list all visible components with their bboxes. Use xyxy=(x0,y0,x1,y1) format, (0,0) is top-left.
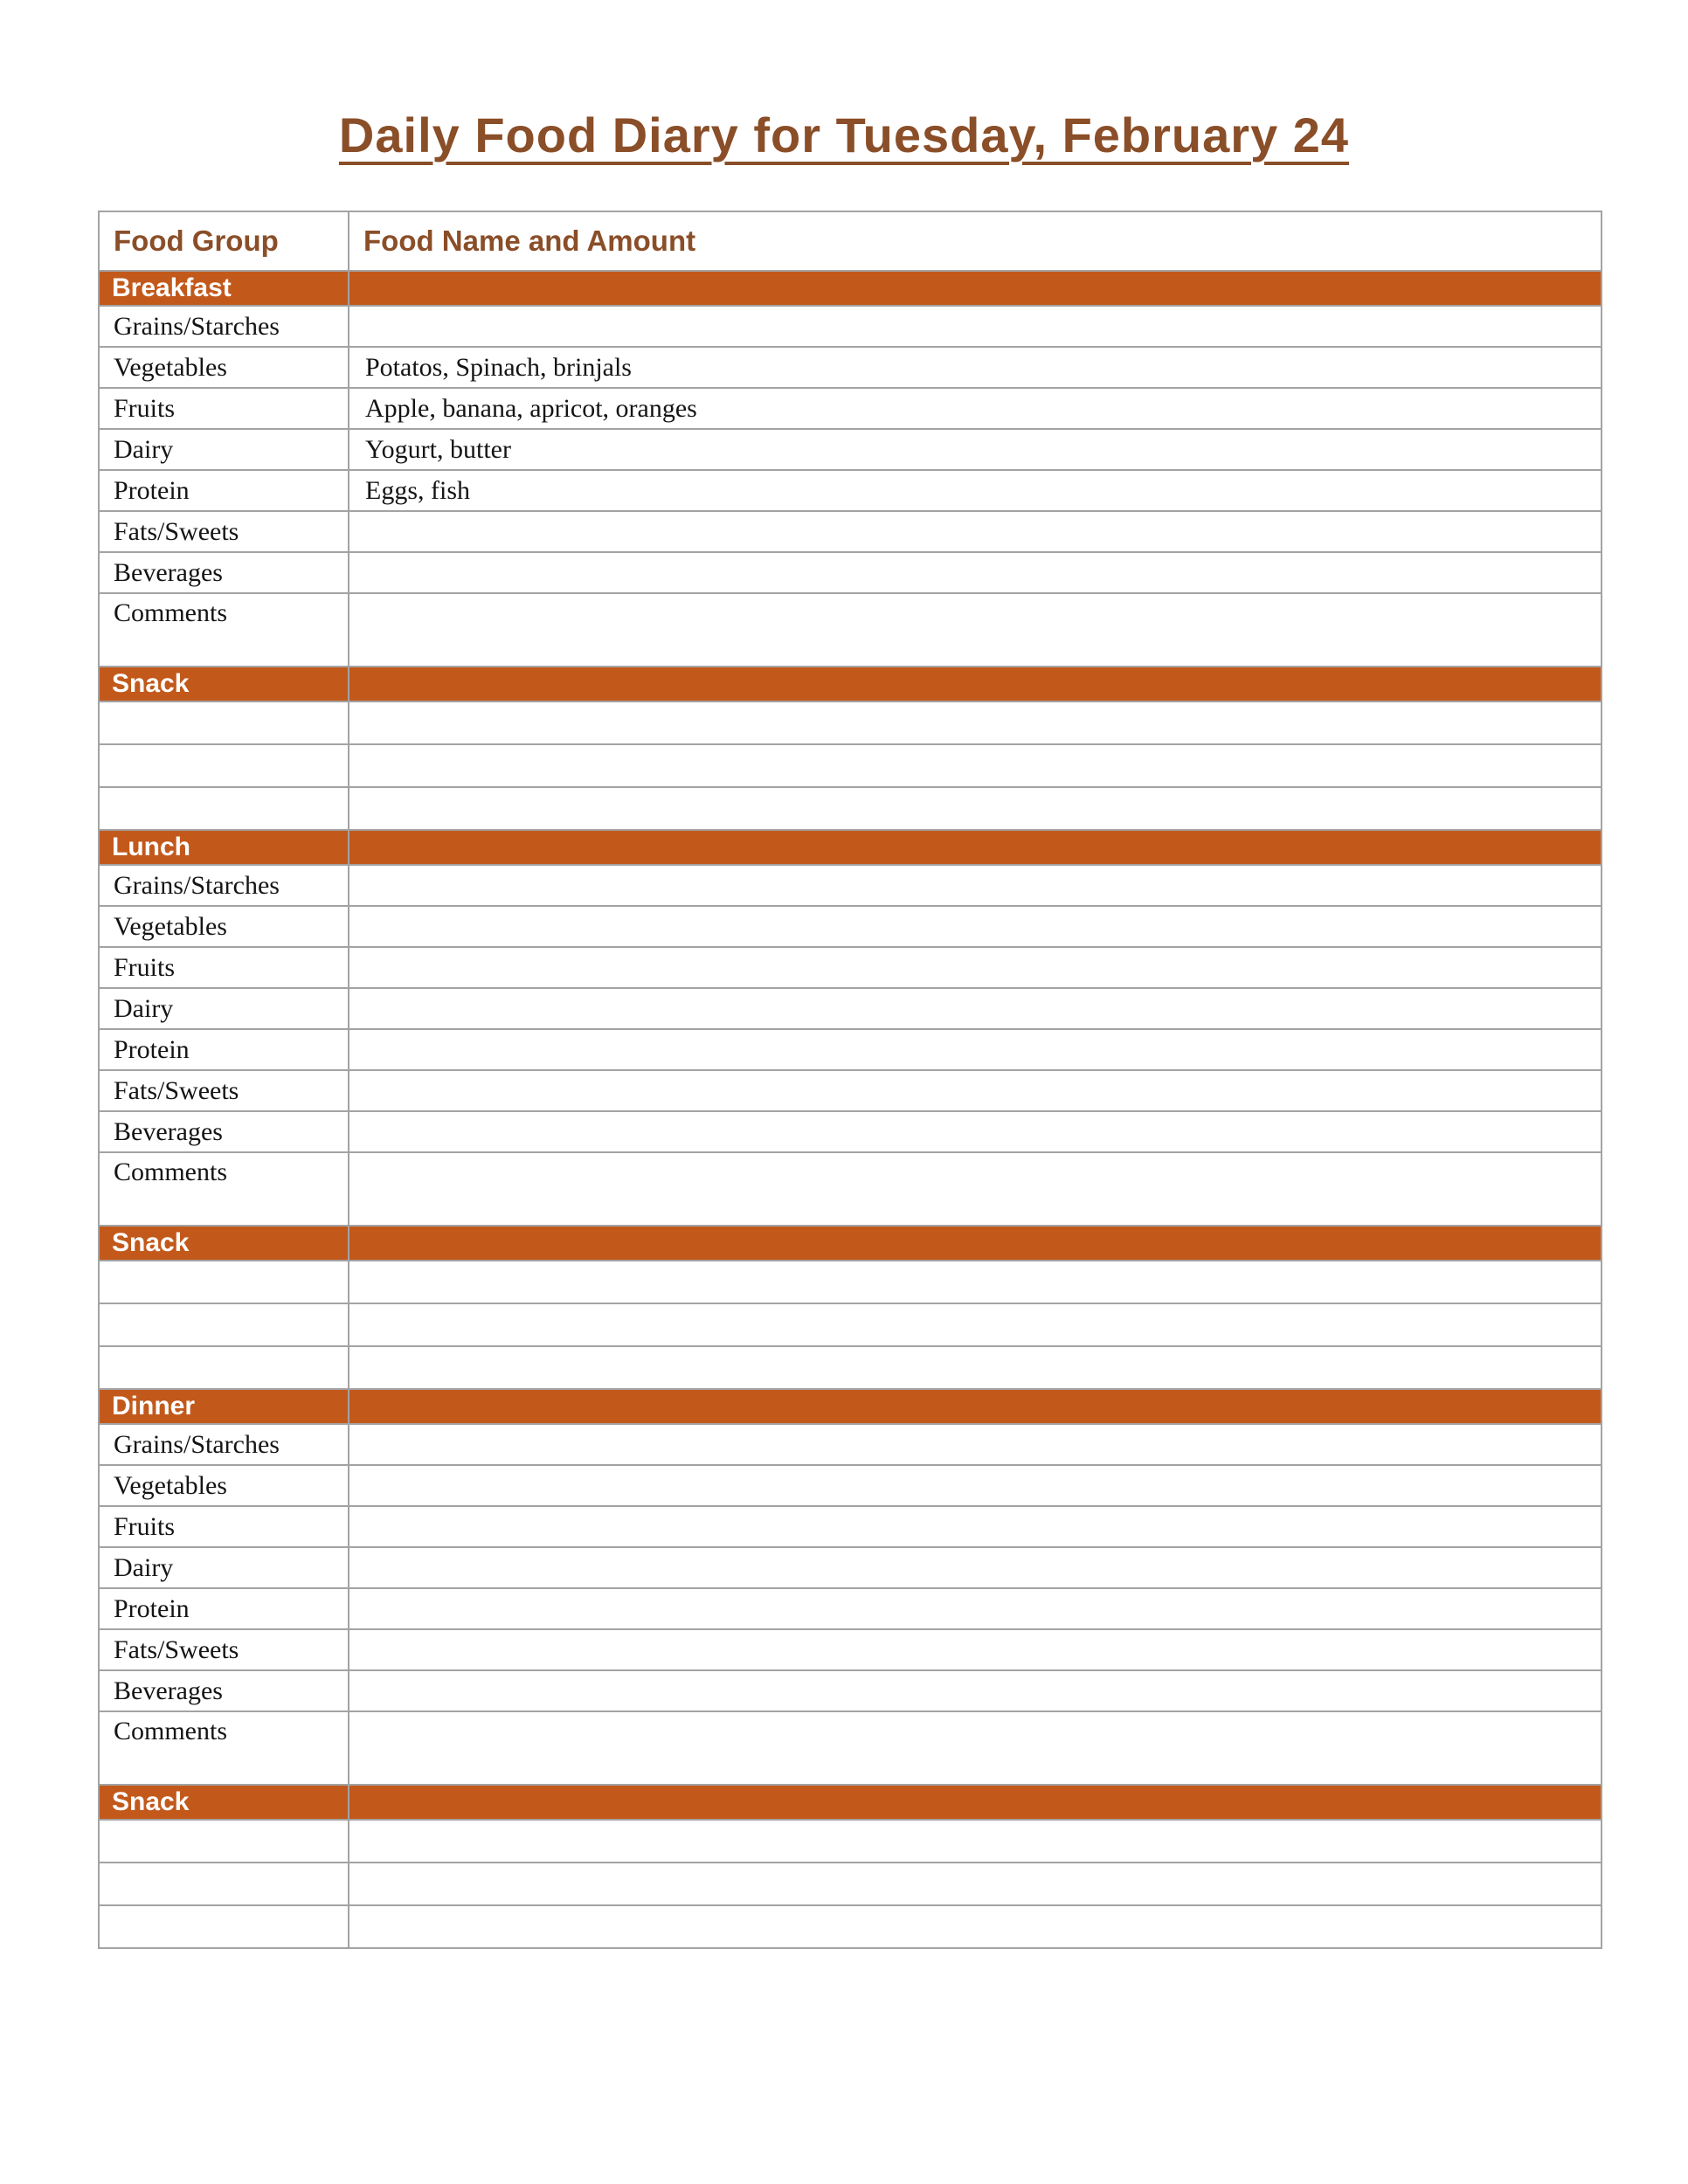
food-value-cell[interactable] xyxy=(349,1670,1602,1711)
table-row xyxy=(99,702,1602,744)
food-group-label: Vegetables xyxy=(99,347,349,388)
snack-fill-cell[interactable] xyxy=(99,1303,349,1346)
table-row xyxy=(99,511,1602,552)
column-header-row xyxy=(99,211,1602,271)
section-title-breakfast: Breakfast xyxy=(99,271,349,306)
table-row xyxy=(99,1711,1602,1785)
food-value-cell[interactable] xyxy=(349,1346,1602,1389)
section-header-row-4-dinner xyxy=(99,1389,1602,1424)
table-row xyxy=(99,1588,1602,1629)
food-group-label: Comments xyxy=(99,1711,349,1785)
table-row xyxy=(99,988,1602,1029)
table-row xyxy=(99,1303,1602,1346)
table-row xyxy=(99,1863,1602,1905)
food-group-label: Fats/Sweets xyxy=(99,1629,349,1670)
table-row xyxy=(99,1547,1602,1588)
section-title-snack: Snack xyxy=(99,1226,349,1261)
section-title-lunch: Lunch xyxy=(99,830,349,865)
snack-fill-cell[interactable] xyxy=(99,744,349,787)
food-value-cell[interactable] xyxy=(349,1547,1602,1588)
table-row xyxy=(99,1905,1602,1948)
food-group-label: Dairy xyxy=(99,429,349,470)
food-value-cell[interactable]: Potatos, Spinach, brinjals xyxy=(349,347,1602,388)
snack-fill-cell[interactable] xyxy=(99,1905,349,1948)
section-header-row-1-snack xyxy=(99,667,1602,702)
food-group-label: Vegetables xyxy=(99,1465,349,1506)
snack-fill-cell[interactable] xyxy=(99,1863,349,1905)
food-value-cell[interactable] xyxy=(349,744,1602,787)
food-value-cell[interactable] xyxy=(349,1111,1602,1152)
food-value-cell[interactable] xyxy=(349,1070,1602,1111)
food-value-cell[interactable]: Eggs, fish xyxy=(349,470,1602,511)
snack-fill-cell[interactable] xyxy=(99,787,349,830)
food-value-cell[interactable] xyxy=(349,1261,1602,1303)
section-title-snack: Snack xyxy=(99,1785,349,1820)
section-header-fill xyxy=(349,1389,1602,1424)
food-group-label: Fruits xyxy=(99,1506,349,1547)
table-row xyxy=(99,744,1602,787)
table-row xyxy=(99,1820,1602,1863)
section-header-fill xyxy=(349,667,1602,702)
food-value-cell[interactable] xyxy=(349,1820,1602,1863)
table-row xyxy=(99,1670,1602,1711)
food-value-cell[interactable] xyxy=(349,593,1602,667)
food-value-cell[interactable] xyxy=(349,947,1602,988)
food-value-cell[interactable] xyxy=(349,1465,1602,1506)
food-group-label: Grains/Starches xyxy=(99,865,349,906)
food-value-cell[interactable] xyxy=(349,702,1602,744)
food-value-cell[interactable] xyxy=(349,1863,1602,1905)
section-title-dinner: Dinner xyxy=(99,1389,349,1424)
food-value-cell[interactable] xyxy=(349,988,1602,1029)
column-header-food-name-amount: Food Name and Amount xyxy=(349,211,1602,271)
food-value-cell[interactable] xyxy=(349,1506,1602,1547)
food-group-label: Beverages xyxy=(99,1111,349,1152)
table-row xyxy=(99,306,1602,347)
food-value-cell[interactable] xyxy=(349,552,1602,593)
table-row xyxy=(99,787,1602,830)
food-group-label: Beverages xyxy=(99,552,349,593)
section-header-row-3-snack xyxy=(99,1226,1602,1261)
section-header-row-5-snack xyxy=(99,1785,1602,1820)
food-group-label: Grains/Starches xyxy=(99,1424,349,1465)
food-group-label: Protein xyxy=(99,1588,349,1629)
table-row xyxy=(99,906,1602,947)
food-group-label: Dairy xyxy=(99,988,349,1029)
food-value-cell[interactable] xyxy=(349,306,1602,347)
food-diary-table xyxy=(98,211,1602,1949)
food-value-cell[interactable] xyxy=(349,1905,1602,1948)
food-group-label: Comments xyxy=(99,593,349,667)
food-group-label: Protein xyxy=(99,470,349,511)
food-group-label: Fruits xyxy=(99,947,349,988)
table-row xyxy=(99,347,1602,388)
food-group-label: Comments xyxy=(99,1152,349,1226)
table-row xyxy=(99,552,1602,593)
food-value-cell[interactable] xyxy=(349,511,1602,552)
table-row xyxy=(99,1424,1602,1465)
diary-table-body xyxy=(99,271,1602,1948)
table-row xyxy=(99,593,1602,667)
table-row xyxy=(99,865,1602,906)
food-value-cell[interactable]: Yogurt, butter xyxy=(349,429,1602,470)
food-value-cell[interactable] xyxy=(349,906,1602,947)
food-value-cell[interactable] xyxy=(349,865,1602,906)
table-row xyxy=(99,388,1602,429)
table-row xyxy=(99,947,1602,988)
snack-fill-cell[interactable] xyxy=(99,1820,349,1863)
table-row xyxy=(99,1629,1602,1670)
section-header-fill xyxy=(349,1226,1602,1261)
section-header-row-2-lunch xyxy=(99,830,1602,865)
section-header-row-0-breakfast xyxy=(99,271,1602,306)
food-value-cell[interactable]: Apple, banana, apricot, oranges xyxy=(349,388,1602,429)
food-value-cell[interactable] xyxy=(349,1588,1602,1629)
table-row xyxy=(99,1346,1602,1389)
section-header-fill xyxy=(349,1785,1602,1820)
food-value-cell[interactable] xyxy=(349,1029,1602,1070)
table-row xyxy=(99,1465,1602,1506)
food-group-label: Fats/Sweets xyxy=(99,1070,349,1111)
food-value-cell[interactable] xyxy=(349,1152,1602,1226)
table-row xyxy=(99,429,1602,470)
food-group-label: Grains/Starches xyxy=(99,306,349,347)
food-value-cell[interactable] xyxy=(349,1711,1602,1785)
food-group-label: Dairy xyxy=(99,1547,349,1588)
table-row xyxy=(99,470,1602,511)
table-row xyxy=(99,1152,1602,1226)
table-row xyxy=(99,1111,1602,1152)
section-title-snack: Snack xyxy=(99,667,349,702)
table-row xyxy=(99,1506,1602,1547)
food-value-cell[interactable] xyxy=(349,787,1602,830)
section-header-fill xyxy=(349,830,1602,865)
food-group-label: Vegetables xyxy=(99,906,349,947)
food-group-label: Fats/Sweets xyxy=(99,511,349,552)
snack-fill-cell[interactable] xyxy=(99,702,349,744)
food-value-cell[interactable] xyxy=(349,1303,1602,1346)
food-value-cell[interactable] xyxy=(349,1424,1602,1465)
page-title: Daily Food Diary for Tuesday, February 24 xyxy=(338,107,1350,162)
snack-fill-cell[interactable] xyxy=(99,1261,349,1303)
section-header-fill xyxy=(349,271,1602,306)
table-row xyxy=(99,1029,1602,1070)
food-group-label: Beverages xyxy=(99,1670,349,1711)
table-row xyxy=(99,1070,1602,1111)
column-header-food-group: Food Group xyxy=(99,211,349,271)
food-value-cell[interactable] xyxy=(349,1629,1602,1670)
table-row xyxy=(99,1261,1602,1303)
food-group-label: Fruits xyxy=(99,388,349,429)
snack-fill-cell[interactable] xyxy=(99,1346,349,1389)
food-group-label: Protein xyxy=(99,1029,349,1070)
